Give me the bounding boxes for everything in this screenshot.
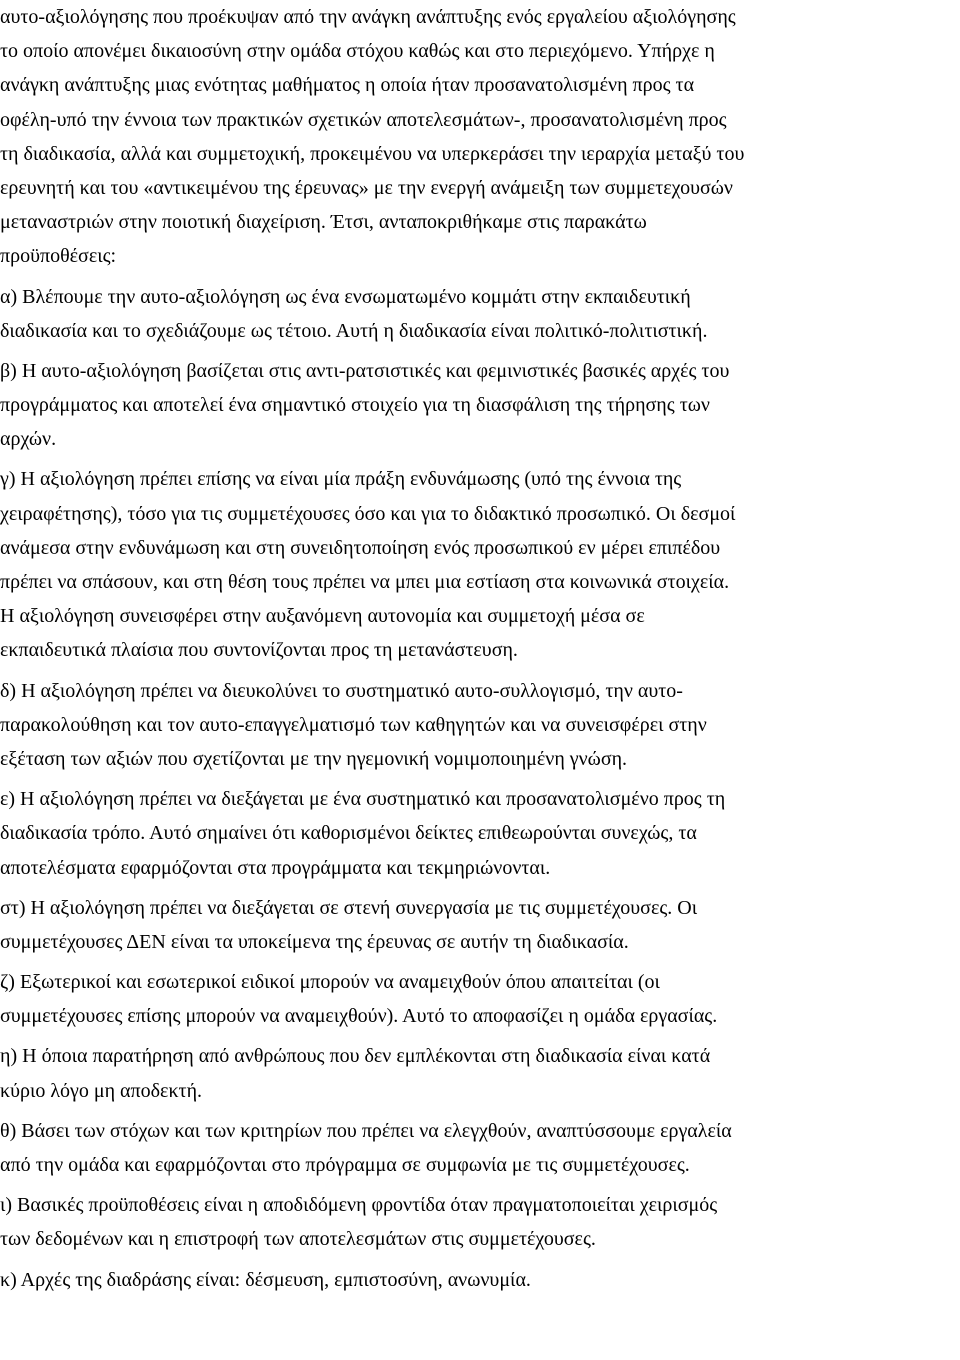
list-item-iota: [0, 1188, 960, 1256]
text-line: β) Η αυτο-αξιολόγηση βασίζεται στις αντι-ρατσιστικές και φεμινιστικές βασικές αρχές του: [0, 359, 730, 382]
text-line: εξέταση των αξιών που σχετίζονται με την ηγεμονική νομιμοποιημένη γνώση.: [0, 747, 628, 770]
text-line: ερευνητή και του «αντικειμένου της έρευνας» με την ενεργή ανάμειξη των συμμετεχουσών: [0, 176, 733, 199]
list-item-e: [0, 782, 960, 885]
text-line: πρέπει να σπάσουν, και στη θέση τους πρέπει να μπει μια εστίαση στα κοινωνικά στοιχεία.: [0, 571, 730, 593]
text-line: το οποίο απονέμει δικαιοσύνη στην ομάδα στόχου καθώς και στο περιεχόμενο. Υπήρχε η: [0, 40, 715, 63]
text-line: εκπαιδευτικά πλαίσια που συντονίζονται προς τη μετανάστευση.: [0, 639, 518, 662]
text-line: αποτελέσματα εφαρμόζονται στα προγράμματα και τεκμηριώνονται.: [0, 856, 551, 879]
list-item-st: [0, 891, 960, 959]
text-line: οφέλη-υπό την έννοια των πρακτικών σχετικών αποτελεσμάτων-, προσανατολισμένη προς: [0, 108, 727, 131]
text-line: η) Η όποια παρατήρηση από ανθρώπους που δεν εμπλέκονται στη διαδικασία είναι κατά: [0, 1045, 711, 1068]
list-item-a: [0, 280, 960, 348]
text-line: παρακολούθηση και τον αυτο-επαγγελματισμό των καθηγητών και να συνεισφέρει στην: [0, 713, 707, 736]
text-line: θ) Βάσει των στόχων και των κριτηρίων που πρέπει να ελεγχθούν, αναπτύσσουμε εργαλεία: [0, 1119, 732, 1142]
text-line: κ) Αρχές της διαδράσης είναι: δέσμευση, εμπιστοσύνη, ανωνυμία.: [0, 1268, 531, 1291]
text-line: των δεδομένων και η επιστροφή των αποτελεσμάτων στις συμμετέχουσες.: [0, 1228, 596, 1251]
text-line: αυτο-αξιολόγησης που προέκυψαν από την ανάγκη ανάπτυξης ενός εργαλείου αξιολόγησης: [0, 6, 736, 28]
text-line: διαδικασία και το σχεδιάζουμε ως τέτοιο. Αυτή η διαδικασία είναι πολιτικό-πολιτιστική.: [0, 319, 708, 342]
text-line: συμμετέχουσες ΔΕΝ είναι τα υποκείμενα της έρευνας σε αυτήν τη διαδικασία.: [0, 930, 629, 953]
intro-paragraph: [0, 0, 960, 274]
text-line: μεταναστριών στην ποιοτική διαχείριση. Έτσι, ανταποκριθήκαμε στις παρακάτω: [0, 211, 647, 234]
text-line: ε) Η αξιολόγηση πρέπει να διεξάγεται με ένα συστηματικό και προσανατολισμένο προς τη: [0, 788, 726, 811]
text-line: διαδικασία τρόπο. Αυτό σημαίνει ότι καθορισμένοι δείκτες επιθεωρούνται συνεχώς, τα: [0, 822, 697, 845]
text-line: προϋποθέσεις:: [0, 245, 117, 268]
list-item-c: [0, 462, 960, 667]
text-line: στ) Η αξιολόγηση πρέπει να διεξάγεται σε στενή συνεργασία με τις συμμετέχουσες. Οι: [0, 896, 698, 919]
list-item-d: [0, 674, 960, 777]
text-line: από την ομάδα και εφαρμόζονται στο πρόγραμμα σε συμφωνία με τις συμμετέχουσες.: [0, 1154, 690, 1176]
list-item-k: [0, 1263, 960, 1297]
list-item-i: [0, 1039, 960, 1107]
text-line: τη διαδικασία, αλλά και συμμετοχική, προκειμένου να υπερκεράσει την ιεραρχία μεταξύ του: [0, 142, 745, 165]
text-line: ανάμεσα στην ενδυνάμωση και στη συνειδητοποίηση ενός προσωπικού εν μέρει επιπέδου: [0, 536, 721, 559]
text-line: συμμετέχουσες επίσης μπορούν να αναμειχθούν). Αυτό το αποφασίζει η ομάδα εργασίας.: [0, 1005, 718, 1028]
text-line: ι) Βασικές προϋποθέσεις είναι η αποδιδόμενη φροντίδα όταν πραγματοποιείται χειρισμός: [0, 1194, 718, 1217]
list-item-b: [0, 354, 960, 457]
text-line: αρχών.: [0, 428, 57, 451]
text-line: Η αξιολόγηση συνεισφέρει στην αυξανόμενη αυτονομία και συμμετοχή μέσα σε: [0, 605, 645, 628]
text-line: δ) Η αξιολόγηση πρέπει να διευκολύνει το συστηματικό αυτο-συλλογισμό, την αυτο-: [0, 679, 683, 702]
text-line: α) Βλέπουμε την αυτο-αξιολόγηση ως ένα ενσωματωμένο κομμάτι στην εκπαιδευτική: [0, 285, 691, 308]
text-line: γ) Η αξιολόγηση πρέπει επίσης να είναι μία πράξη ενδυνάμωσης (υπό της έννοια της: [0, 468, 682, 491]
text-line: χειραφέτησης), τόσο για τις συμμετέχουσες όσο και για το διδακτικό προσωπικό. Οι δεσμοί: [0, 502, 736, 525]
text-line: κύριο λόγο μη αποδεκτή.: [0, 1079, 203, 1102]
text-line: ζ) Εξωτερικοί και εσωτερικοί ειδικοί μπορούν να αναμειχθούν όπου απαιτείται (οι: [0, 971, 660, 994]
list-item-z: [0, 965, 960, 1033]
text-line: προγράμματος και αποτελεί ένα σημαντικό στοιχείο για τη διασφάλιση της τήρησης των: [0, 394, 710, 417]
list-item-th: [0, 1114, 960, 1182]
text-line: ανάγκη ανάπτυξης μιας ενότητας μαθήματος η οποία ήταν προσανατολισμένη προς τα: [0, 74, 695, 97]
